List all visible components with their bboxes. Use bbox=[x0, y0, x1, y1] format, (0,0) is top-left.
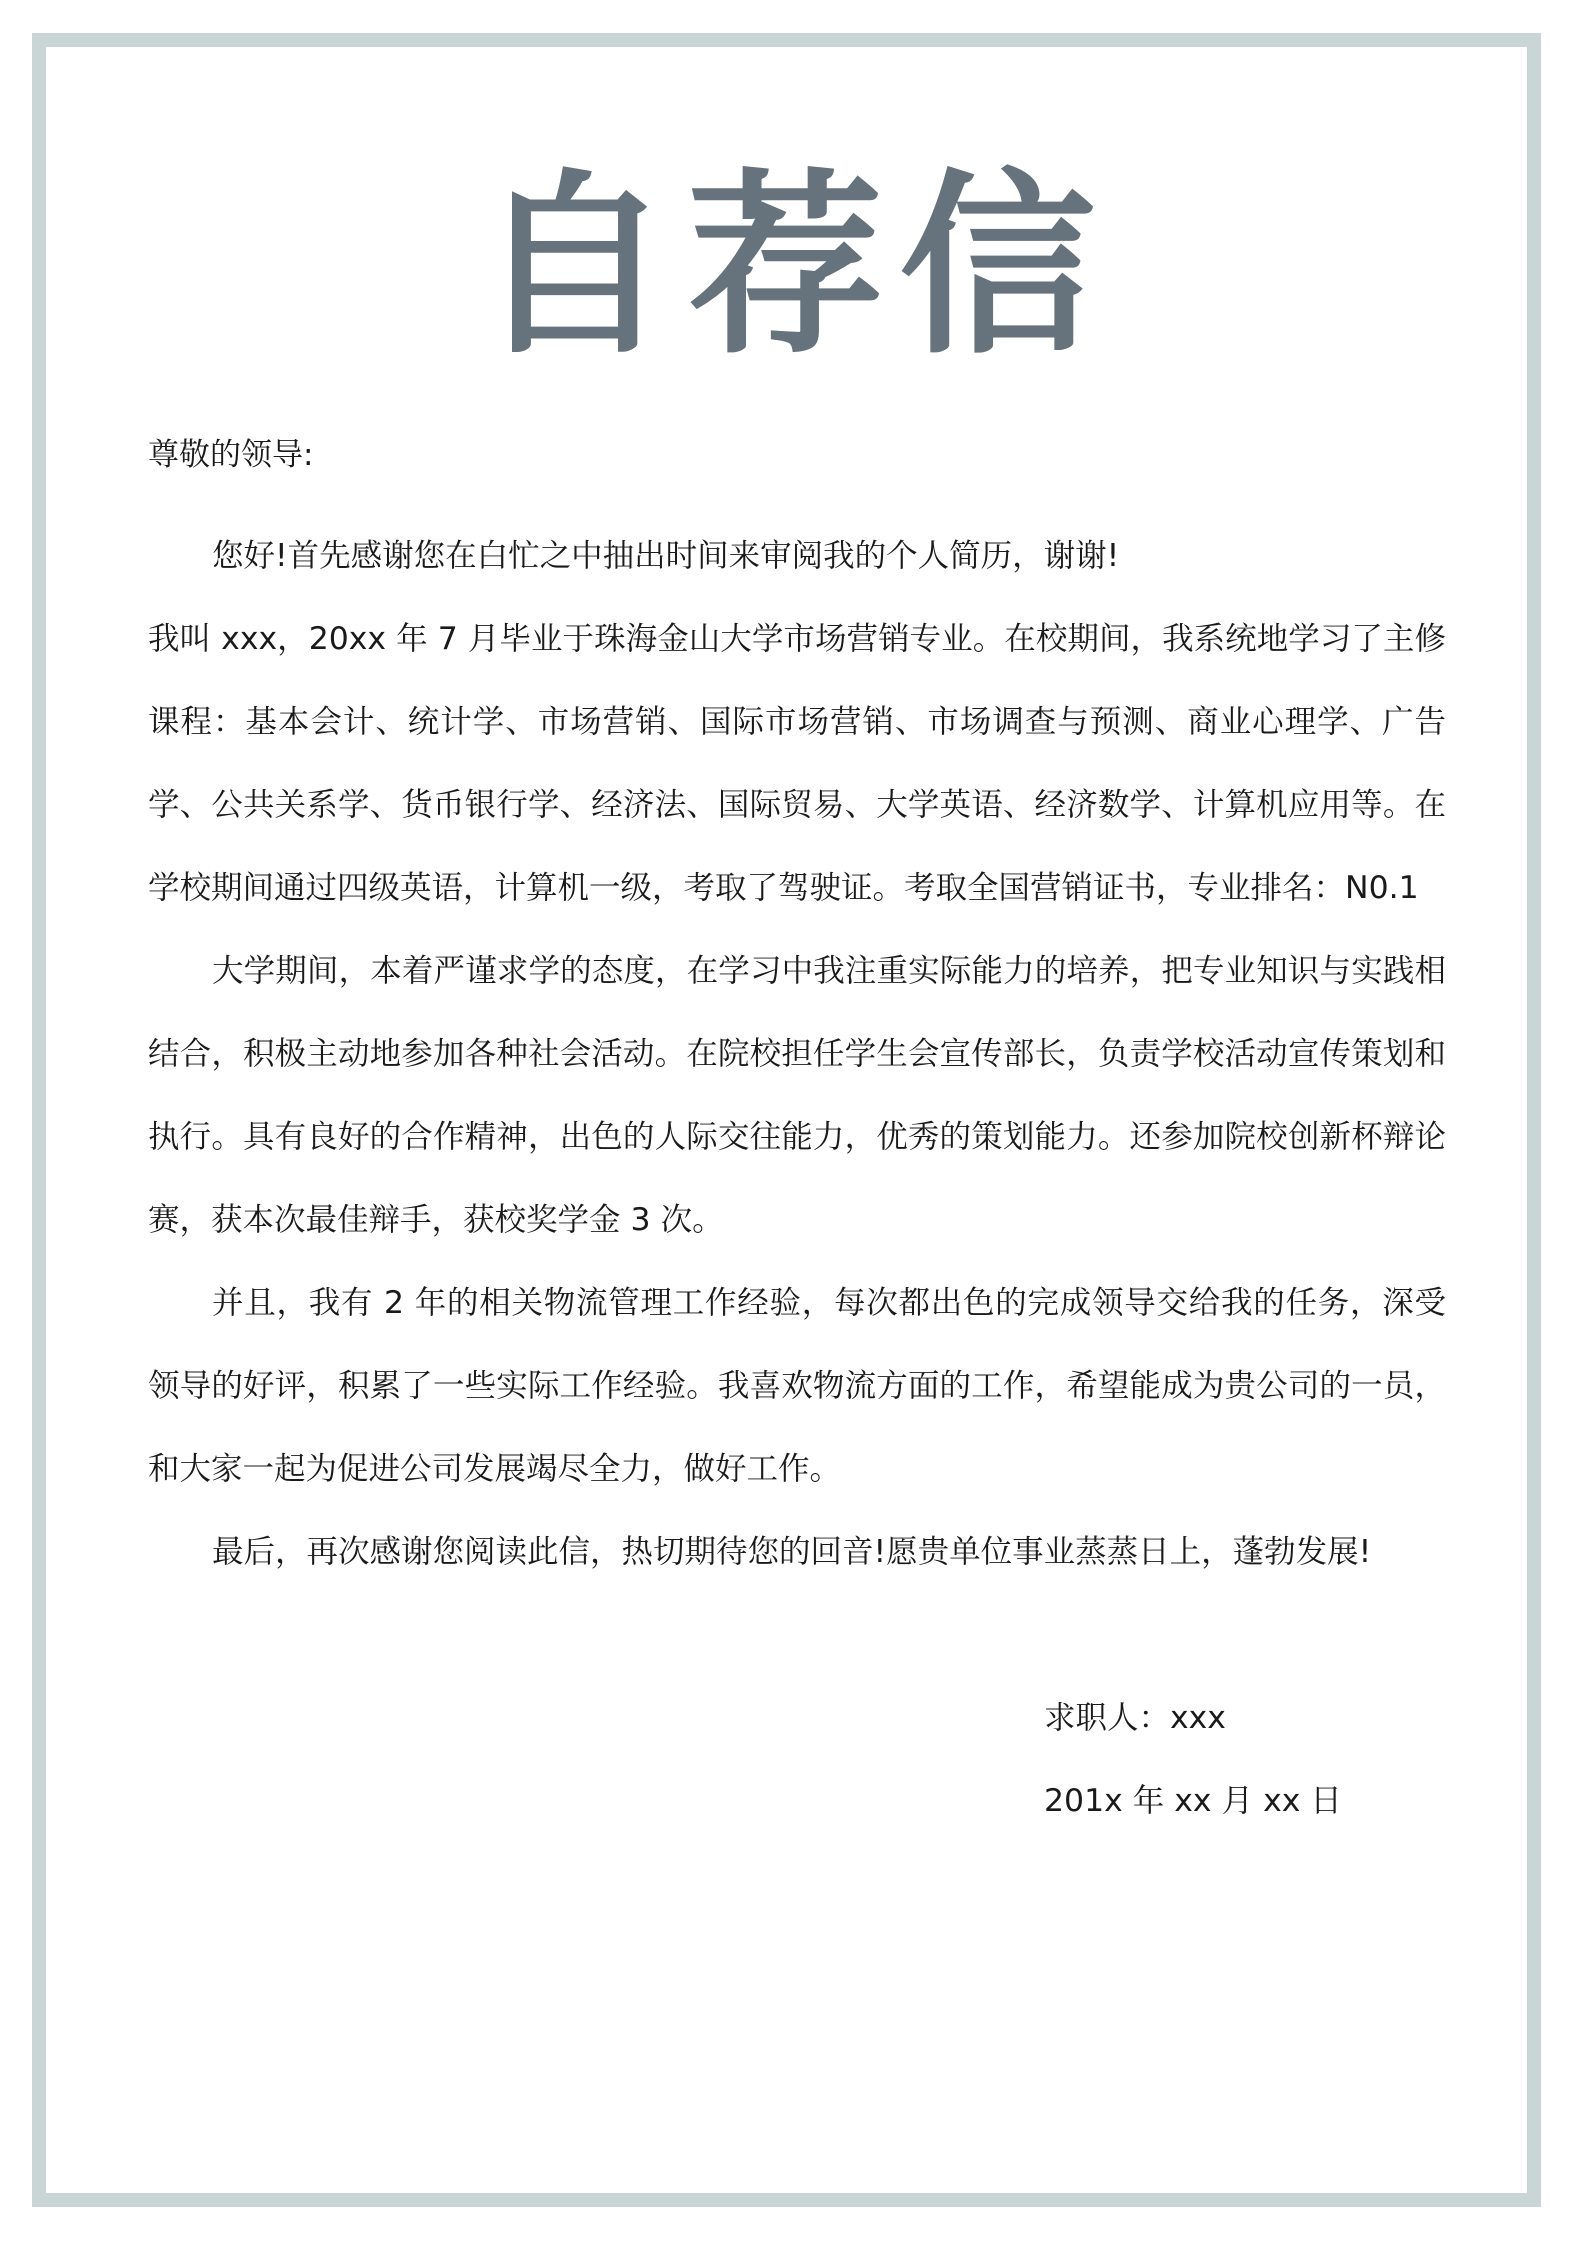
paragraph-experience: 并且，我有 2 年的相关物流管理工作经验，每次都出色的完成领导交给我的任务，深受领导的好评，积累了一些实际工作经验。我喜欢物流方面的工作，希望能成为贵公司的一员，和大家一起为促进公司发展竭尽全力，做好工作。 bbox=[148, 1285, 1446, 1487]
paragraph-education: 我叫 xxx，20xx 年 7 月毕业于珠海金山大学市场营销专业。在校期间，我系统地学习了主修课程：基本会计、统计学、市场营销、国际市场营销、市场调查与预测、商业心理学、广告学、公共关系学、货币银行学、经济法、国际贸易、大学英语、经济数学、计算机应用等。在学校期间通过四级英语，计算机一级，考取了驾驶证。考取全国营销证书，专业排名：N0.1 bbox=[148, 621, 1446, 906]
signature-block bbox=[1044, 1677, 1342, 1843]
letter-date: 201x 年 xx 月 xx 日 bbox=[1044, 1783, 1342, 1819]
salutation: 尊敬的领导: bbox=[148, 437, 314, 473]
paragraph-activities: 大学期间，本着严谨求学的态度，在学习中我注重实际能力的培养，把专业知识与实践相结合，积极主动地参加各种社会活动。在院校担任学生会宣传部长，负责学校活动宣传策划和执行。具有良好的合作精神，出色的人际交往能力，优秀的策划能力。还参加院校创新杯辩论赛，获本次最佳辩手，获校奖学金 3 次。 bbox=[148, 953, 1446, 1238]
letter-title: 自荐信 bbox=[475, 153, 1112, 381]
paragraph-greeting: 您好!首先感谢您在白忙之中抽出时间来审阅我的个人简历，谢谢! bbox=[212, 538, 1120, 574]
letter-body bbox=[148, 515, 1446, 1594]
paragraph-closing: 最后，再次感谢您阅读此信，热切期待您的回音!愿贵单位事业蒸蒸日上，蓬勃发展! bbox=[212, 1534, 1372, 1570]
applicant-name: 求职人：xxx bbox=[1044, 1700, 1226, 1736]
